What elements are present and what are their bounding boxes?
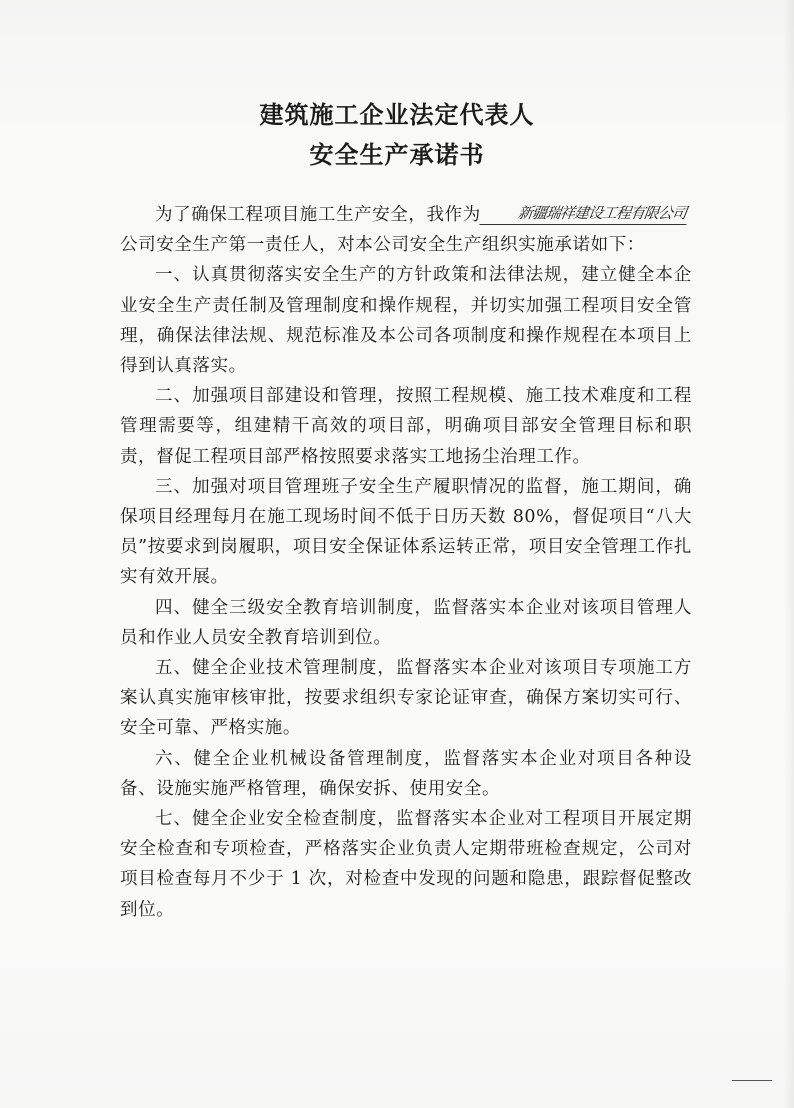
document-body [120, 200, 692, 925]
document-title-line2: 安全生产承诺书 [309, 140, 485, 169]
document-title-line1: 建筑施工企业法定代表人 [259, 100, 535, 129]
intro-prefix: 为了确保工程项目施工生产安全，我作为 [155, 205, 481, 225]
clause-1: 一、认真贯彻落实安全生产的方针政策和法律法规，建立健全本企业安全生产责任制及管理制度和操作规程，并切实加强工程项目安全管理，确保法律法规、规范标准及本公司各项制度和操作规程在本项目上得到认真落实。 [120, 265, 692, 377]
clause-3: 三、加强对项目管理班子安全生产履职情况的监督，施工期间，确保项目经理每月在施工现场时间不低于日历天数 80%，督促项目“八大员”按要求到岗履职，项目安全保证体系运转正常，项目安全管理工作扎实有效开展。 [120, 476, 692, 588]
bottom-scan-mark [732, 1080, 772, 1081]
clause-7: 七、健全企业安全检查制度，监督落实本企业对工程项目开展定期安全检查和专项检查，严格落实企业负责人定期带班检查规定，公司对项目检查每月不少于 1 次，对检查中发现的问题和隐患，跟踪督促整改到位。 [120, 809, 692, 920]
handwritten-company-name: 新疆瑞祥建设工程有限公司 [479, 202, 689, 225]
intro-suffix: 公司安全生产第一责任人，对本公司安全生产组织实施承诺如下： [120, 235, 645, 256]
clause-2: 二、加强项目部建设和管理，按照工程规模、施工技术难度和工程管理需要等，组建精干高效的项目部，明确项目部安全管理目标和职责，督促工程项目部严格按照要求落实工地扬尘治理工作。 [120, 386, 692, 467]
clause-4: 四、健全三级安全教育培训制度，监督落实本企业对该项目管理人员和作业人员安全教育培训到位。 [120, 597, 692, 648]
intro-line [120, 200, 692, 230]
clause-5: 五、健全企业技术管理制度，监督落实本企业对该项目专项施工方案认真实施审核审批，按要求组织专家论证审查，确保方案切实可行、安全可靠、严格实施。 [120, 658, 692, 739]
clause-6: 六、健全企业机械设备管理制度，监督落实本企业对项目各种设备、设施实施严格管理，确保安拆、使用安全。 [120, 748, 692, 799]
